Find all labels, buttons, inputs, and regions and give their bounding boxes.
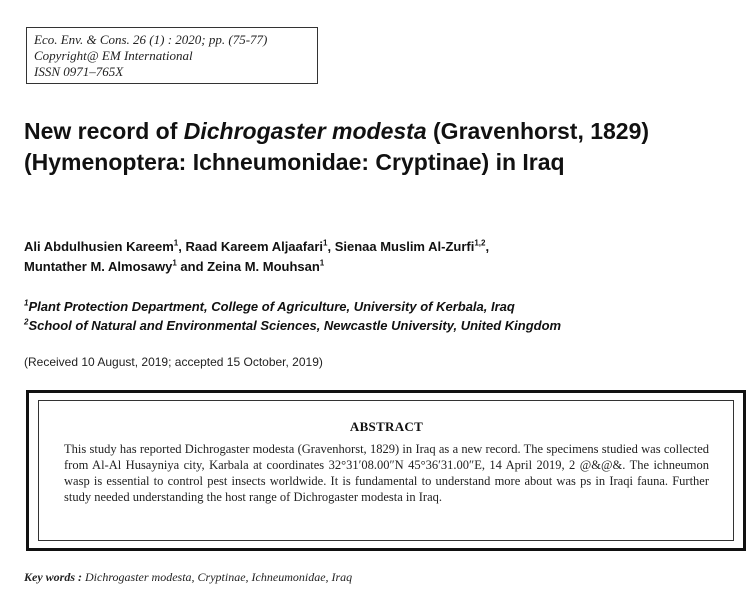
- author-name: Sienaa Muslim Al-Zurfi: [334, 239, 475, 254]
- author-affiliation-mark: 1: [323, 238, 328, 248]
- author-affiliation-mark: 1: [172, 258, 177, 268]
- author-separator: ,: [178, 239, 186, 254]
- author-affiliation-mark: 1: [173, 238, 179, 248]
- affiliation-mark: 2: [24, 317, 29, 327]
- journal-issn: ISSN 0971–765X: [34, 64, 124, 79]
- keywords-text: Dichrogaster modesta, Cryptinae, Ichneumonidae, Iraq: [82, 570, 353, 584]
- abstract-heading: ABSTRACT: [349, 419, 424, 434]
- affiliation-list: [24, 297, 724, 335]
- author-affiliation-mark: 1,2: [474, 238, 486, 248]
- journal-citation: Eco. Env. & Cons. 26 (1) : 2020; pp. (75-77): [34, 32, 268, 47]
- keywords-label: Key words :: [24, 570, 82, 584]
- author-name: Muntather M. Almosawy: [24, 259, 173, 274]
- author-separator: ,: [485, 239, 490, 254]
- affiliation-mark: 1: [24, 298, 29, 308]
- paper-title: [24, 116, 724, 178]
- author-name: Raad Kareem Aljaafari: [185, 239, 323, 254]
- journal-info-box: [26, 27, 318, 84]
- title-species-name: Dichrogaster modesta: [183, 118, 427, 144]
- keywords-line: [24, 569, 724, 585]
- author-name: Ali Abdulhusien Kareem: [24, 239, 174, 254]
- affiliation-text: School of Natural and Environmental Sciences, Newcastle University, United Kingdom: [28, 318, 562, 333]
- author-list: [24, 237, 724, 277]
- abstract-box: [26, 390, 746, 551]
- author-affiliation-mark: 1: [319, 258, 325, 268]
- affiliation-line: [24, 297, 724, 316]
- affiliation-text: Plant Protection Department, College of Agriculture, University of Kerbala, Iraq: [28, 299, 515, 314]
- abstract-inner-frame: [38, 400, 734, 541]
- author-separator: and: [176, 259, 208, 274]
- author-name: Zeina M. Mouhsan: [207, 259, 320, 274]
- author-separator: ,: [327, 239, 335, 254]
- abstract-text: This study has reported Dichrogaster modesta (Gravenhorst, 1829) in Iraq as a new record. The specimens studied was collected from Al-Al Husayniya city, Karbala at coordinates 32°31′08.00″N 45°36′31.00″E, 14 April 2019, 2 @&@&. The ichneumon wasp is essential to control pest insects worldwide. It is fundamental to understand more about was ps in Iraqi fauna. Further study needed understanding the host range of Dichrogaster modesta in Iraq.: [64, 442, 709, 504]
- journal-copyright: Copyright@ EM International: [34, 48, 193, 63]
- title-part-1: New record of: [24, 118, 184, 144]
- received-dates: (Received 10 August, 2019; accepted 15 October, 2019): [24, 355, 323, 369]
- affiliation-line: [24, 316, 724, 335]
- title-part-2: (Gravenhorst, 1829) (Hymenoptera: Ichneumonidae: Cryptinae) in Iraq: [24, 118, 650, 175]
